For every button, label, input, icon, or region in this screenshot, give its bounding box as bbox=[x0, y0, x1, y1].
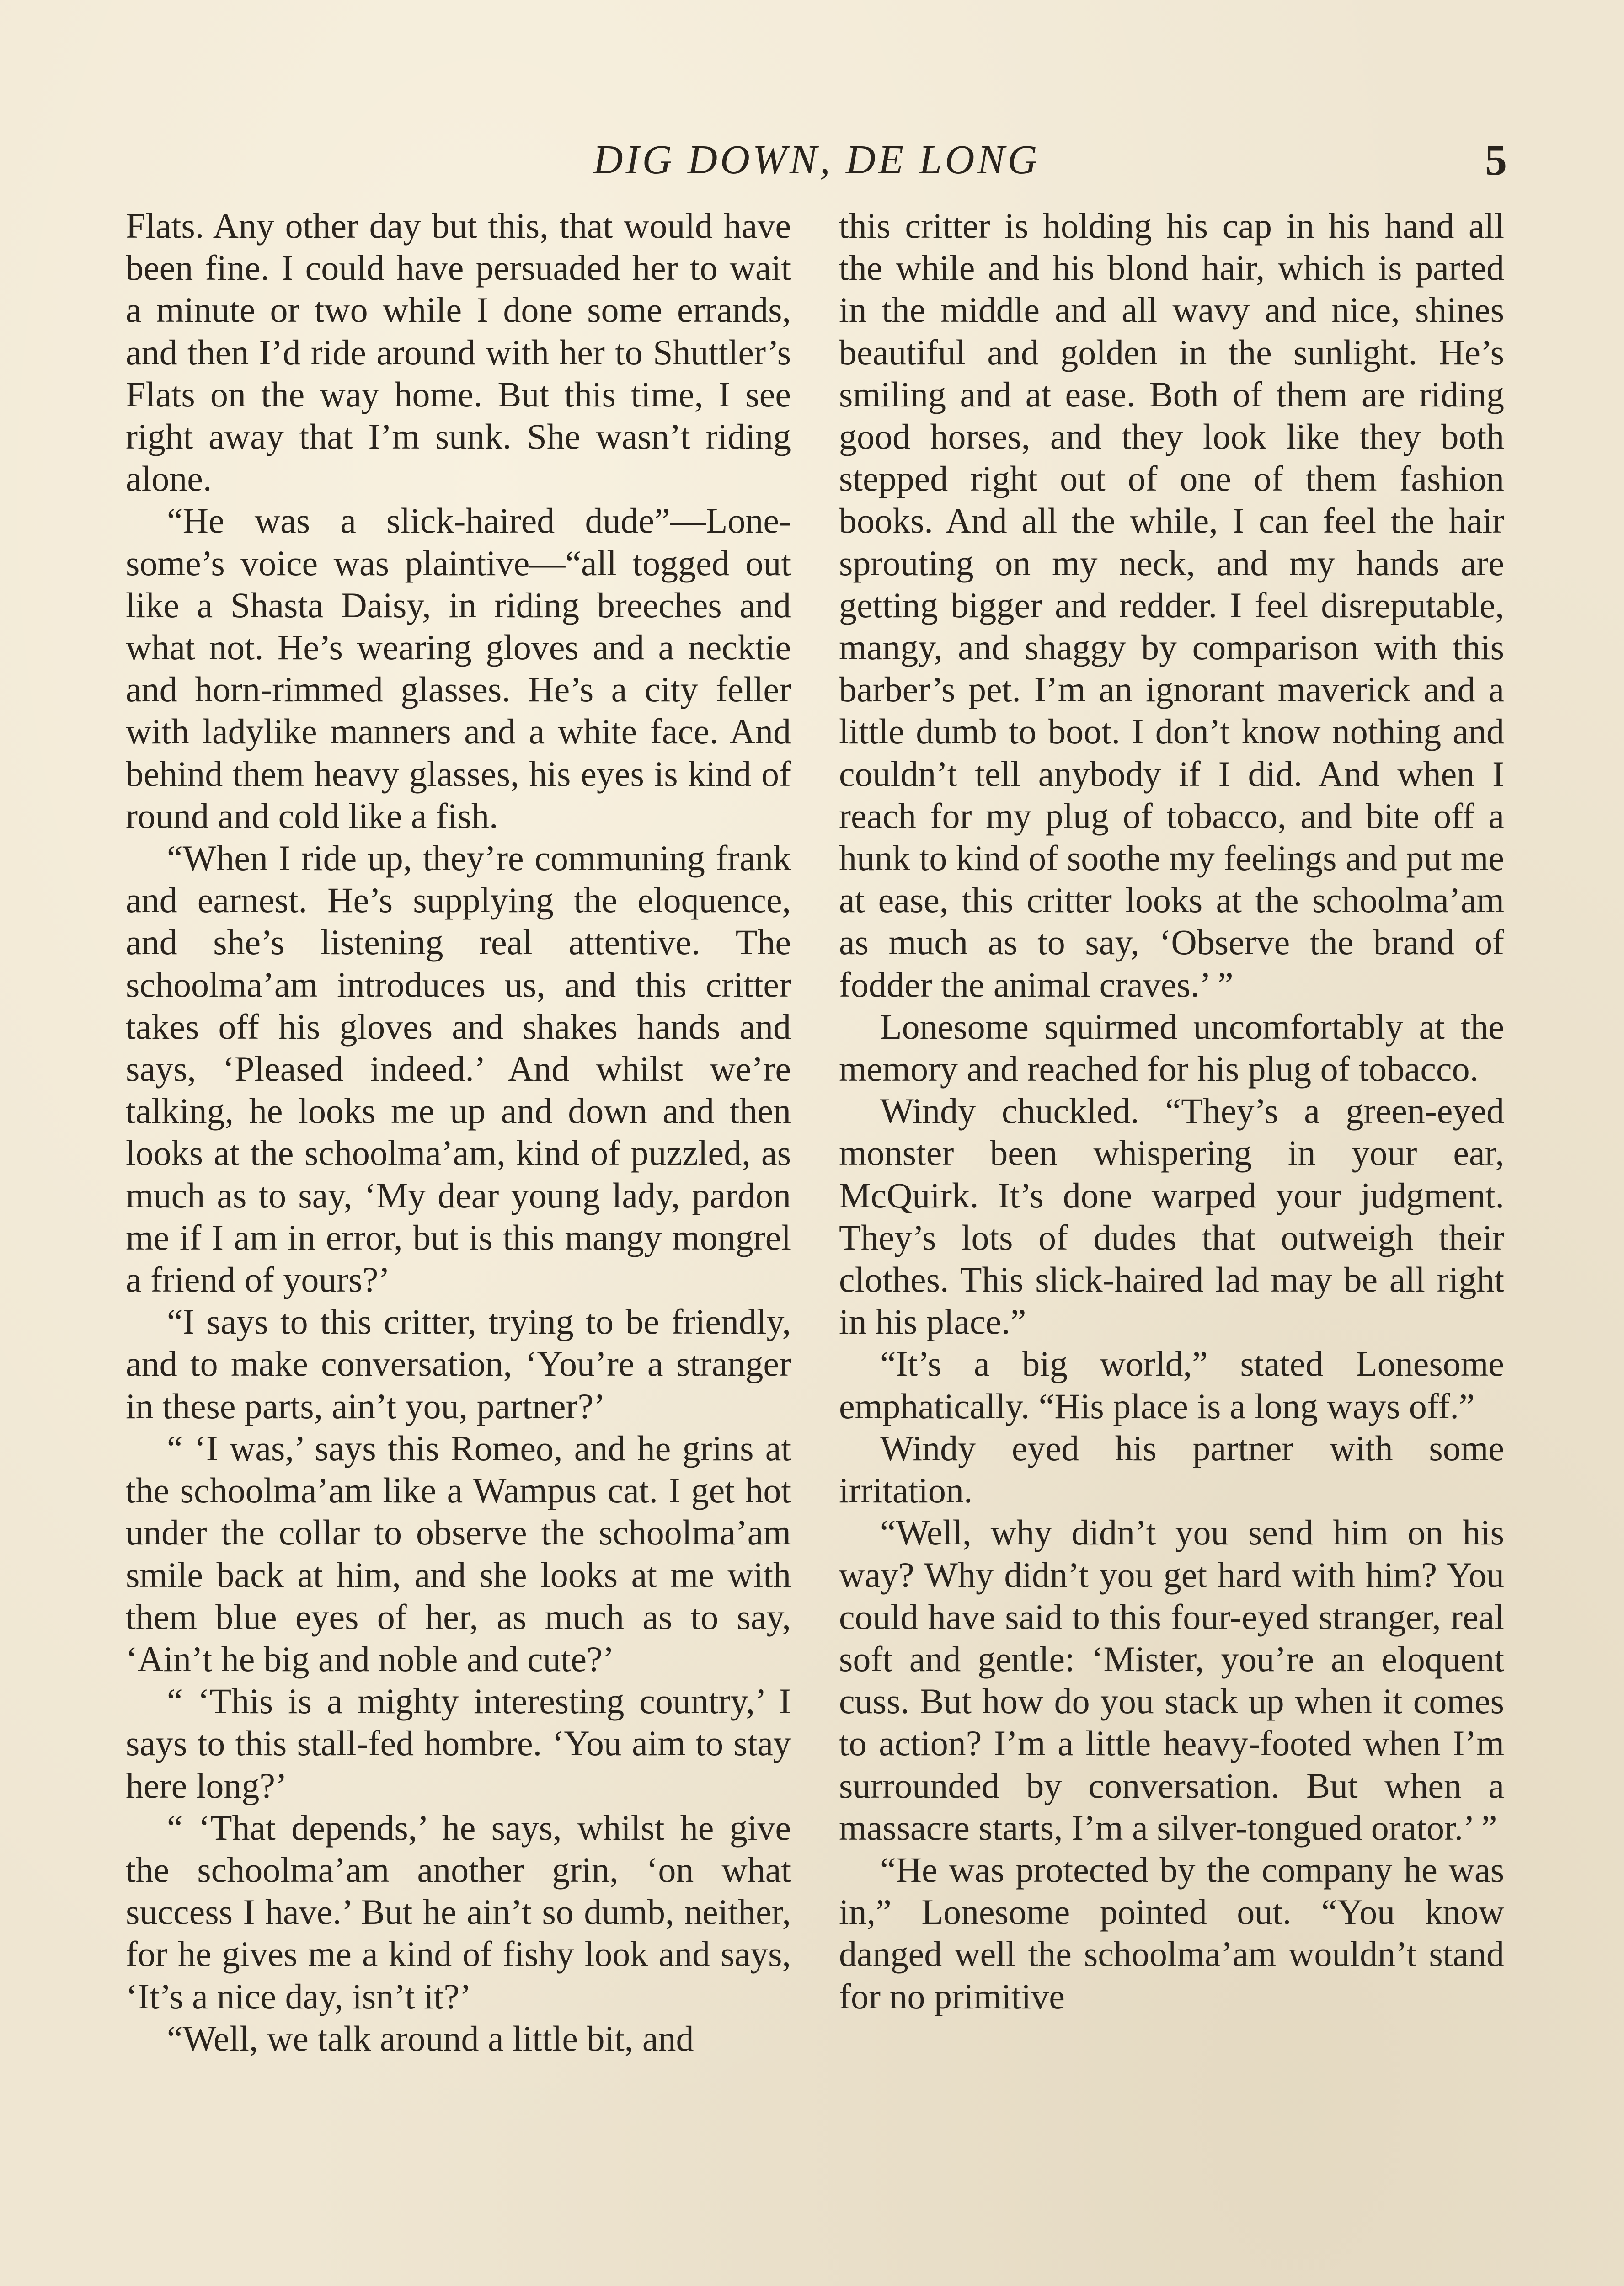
paragraph: this critter is holding his cap in his hand all the while and his blond hair, which is parted in the middle and all wavy and nice, shines beautiful and golden in the sunlight. He’s smiling and at ease. Both of them are riding good horses, and they look like they both stepped right out of one of them fashion books. And all the while, I can feel the hair sprouting on my neck, and my hands are getting bigger and redder. I feel disreputable, mangy, and shaggy by comparison with this barber’s pet. I’m an ignorant maverick and a little dumb to boot. I don’t know nothing and couldn’t tell anybody if I did. And when I reach for my plug of tobacco, and bite off a hunk to kind of soothe my feelings and put me at ease, this critter looks at the schoolma’am as much as to say, ‘Observe the brand of fodder the animal craves.’ ” bbox=[839, 206, 1504, 1004]
paragraph: Windy chuckled. “They’s a green-eyed monster been whispering in your ear, McQuirk. It’s done warped your judgment. They’s lots of dudes that outweigh their clothes. This slick-haired lad may be all right in his place.” bbox=[839, 1091, 1504, 1342]
paragraph: “He was protected by the company he was in,” Lonesome pointed out. “You know danged well the schoolma’am wouldn’t stand for no primitive bbox=[839, 1849, 1504, 2016]
paragraph: “He was a slick-haired dude”—Lonesome’s voice was plaintive—“all togged out like a Shasta Daisy, in riding breeches and what not. He’s wearing gloves and a necktie and horn-rimmed glasses. He’s a city feller with ladylike manners and a white face. And behind them heavy glasses, his eyes is kind of round and cold like a fish. bbox=[126, 501, 791, 836]
paragraph: Windy eyed his partner with some irritation. bbox=[839, 1428, 1504, 1511]
paragraph: “When I ride up, they’re communing frank and earnest. He’s supplying the eloquence, and she’s listening real attentive. The schoolma’am introduces us, and this critter takes off his gloves and shakes hands and says, ‘Pleased indeed.’ And whilst we’re talking, he looks me up and down and then looks at the schoolma’am, kind of puzzled, as much as to say, ‘My dear young lady, pardon me if I am in error, but is this mangy mongrel a friend of yours?’ bbox=[126, 838, 791, 1300]
paragraph: “ ‘That depends,’ he says, whilst he give the schoolma’am another grin, ‘on what success I have.’ But he ain’t so dumb, neither, for he gives me a kind of fishy look and says, ‘It’s a nice day, isn’t it?’ bbox=[126, 1807, 791, 2016]
paragraph: “ ‘I was,’ says this Romeo, and he grins at the schoolma’am like a Wampus cat. I get hot under the collar to observe the schoolma’am smile back at him, and she looks at me with them blue eyes of her, as much as to say, ‘Ain’t he big and noble and cute?’ bbox=[126, 1428, 791, 1679]
page-header bbox=[126, 133, 1507, 187]
paragraph: Lonesome squirmed uncomfortably at the memory and reached for his plug of tobacco. bbox=[839, 1006, 1504, 1089]
paragraph: “I says to this critter, trying to be friendly, and to make conversation, ‘You’re a stranger in these parts, ain’t you, partner?’ bbox=[126, 1302, 791, 1426]
running-head: DIG DOWN, DE LONG bbox=[593, 137, 1040, 182]
paragraph: “Well, we talk around a little bit, and bbox=[167, 2018, 694, 2058]
right-column bbox=[839, 205, 1504, 2286]
paragraph: “ ‘This is a mighty interesting country,’ I says to this stall-fed hombre. ‘You aim to stay here long?’ bbox=[126, 1681, 791, 1805]
left-column bbox=[126, 205, 791, 2286]
paragraph: Flats. Any other day but this, that would have been fine. I could have persuaded her to wait a minute or two while I done some errands, and then I’d ride around with her to Shuttler’s Flats on the way home. But this time, I see right away that I’m sunk. She wasn’t riding alone. bbox=[126, 206, 791, 499]
paragraph: “Well, why didn’t you send him on his way? Why didn’t you get hard with him? You could have said to this four-eyed stranger, real soft and gentle: ‘Mister, you’re an eloquent cuss. But how do you stack up when it comes to action? I’m a little heavy-footed when I’m surrounded by conversation. But when a massacre starts, I’m a silver-tongued orator.’ ” bbox=[839, 1512, 1504, 1848]
paragraph: “It’s a big world,” stated Lonesome emphatically. “His place is a long ways off.” bbox=[839, 1344, 1504, 1426]
page-number: 5 bbox=[1485, 135, 1507, 184]
